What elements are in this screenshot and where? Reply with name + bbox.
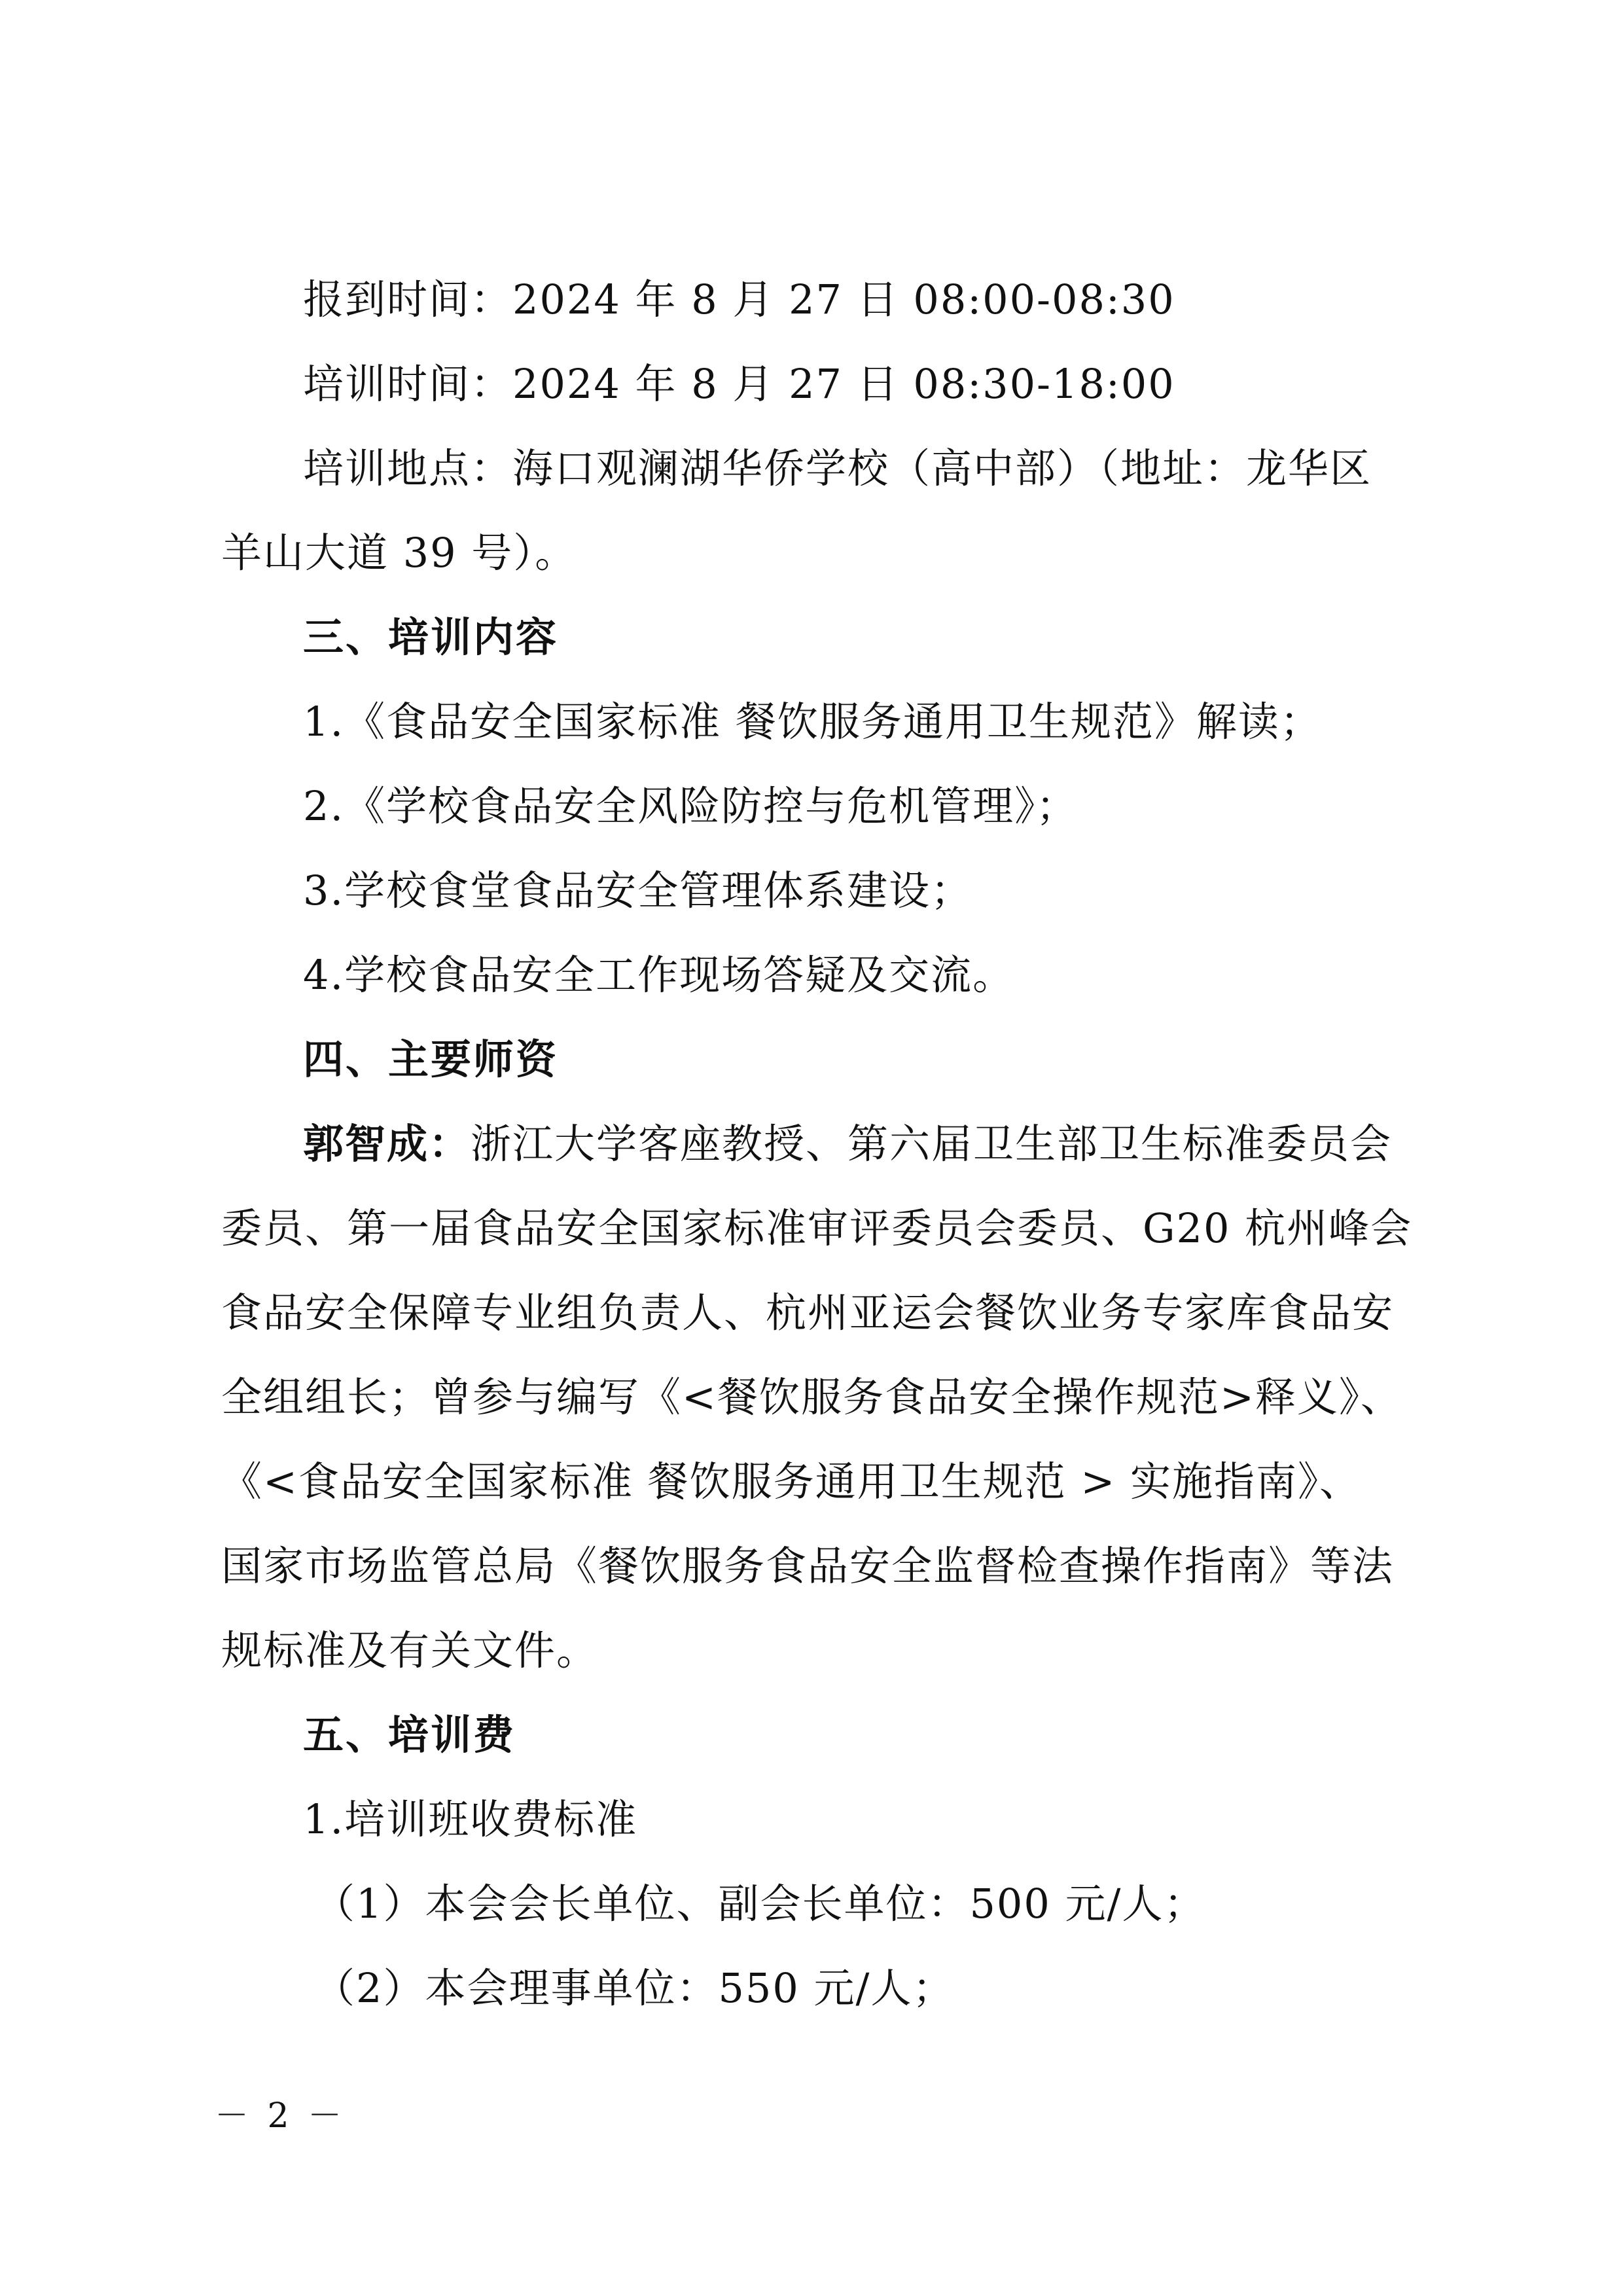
teacher-intro-line [303,1118,1392,1170]
fee-item: （1）本会会长单位、副会长单位：500 元/人； [314,1880,1206,1928]
checkin-time: 报到时间：2024 年 8 月 27 日 08:00-08:30 [303,276,1175,323]
section-heading-content: 三、培训内容 [303,613,559,661]
training-location-line2: 羊山大道 39 号）。 [221,529,577,577]
training-time: 培训时间：2024 年 8 月 27 日 08:30-18:00 [303,360,1175,408]
teacher-intro-rest: 浙江大学客座教授、第六届卫生部卫生标准委员会 [471,1120,1393,1168]
teacher-bio-line: 全组组长；曾参与编写《<餐饮服务食品安全操作规范>释义》、 [221,1373,1402,1421]
content-item: 3.学校食堂食品安全管理体系建设； [303,867,973,914]
section-heading-fees: 五、培训费 [303,1711,516,1759]
fee-item: （2）本会理事单位：550 元/人； [314,1964,955,2012]
teacher-bio-line: 食品安全保障专业组负责人、杭州亚运会餐饮业务专家库食品安 [221,1289,1395,1336]
teacher-bio-line: 委员、第一届食品安全国家标准审评委员会委员、G20 杭州峰会 [221,1204,1413,1252]
section-heading-teachers: 四、主要师资 [303,1035,559,1083]
content-item: 2.《学校食品安全风险防控与危机管理》； [303,782,1079,830]
content-item: 1.《食品安全国家标准 餐饮服务通用卫生规范》解读； [303,698,1322,745]
teacher-bio-line: 《<食品安全国家标准 餐饮服务通用卫生规范 > 实施指南》、 [221,1458,1362,1505]
teacher-name: 郭智成： [303,1120,471,1168]
teacher-bio-line: 国家市场监管总局《餐饮服务食品安全监督检查操作指南》等法 [221,1542,1395,1590]
fee-standard-title: 1.培训班收费标准 [303,1795,638,1843]
page-number: － 2 － [215,2096,346,2136]
training-location-line1: 培训地点：海口观澜湖华侨学校（高中部）（地址：龙华区 [303,444,1372,492]
teacher-bio-line: 规标准及有关文件。 [221,1626,599,1674]
content-item: 4.学校食品安全工作现场答疑及交流。 [303,951,1015,999]
